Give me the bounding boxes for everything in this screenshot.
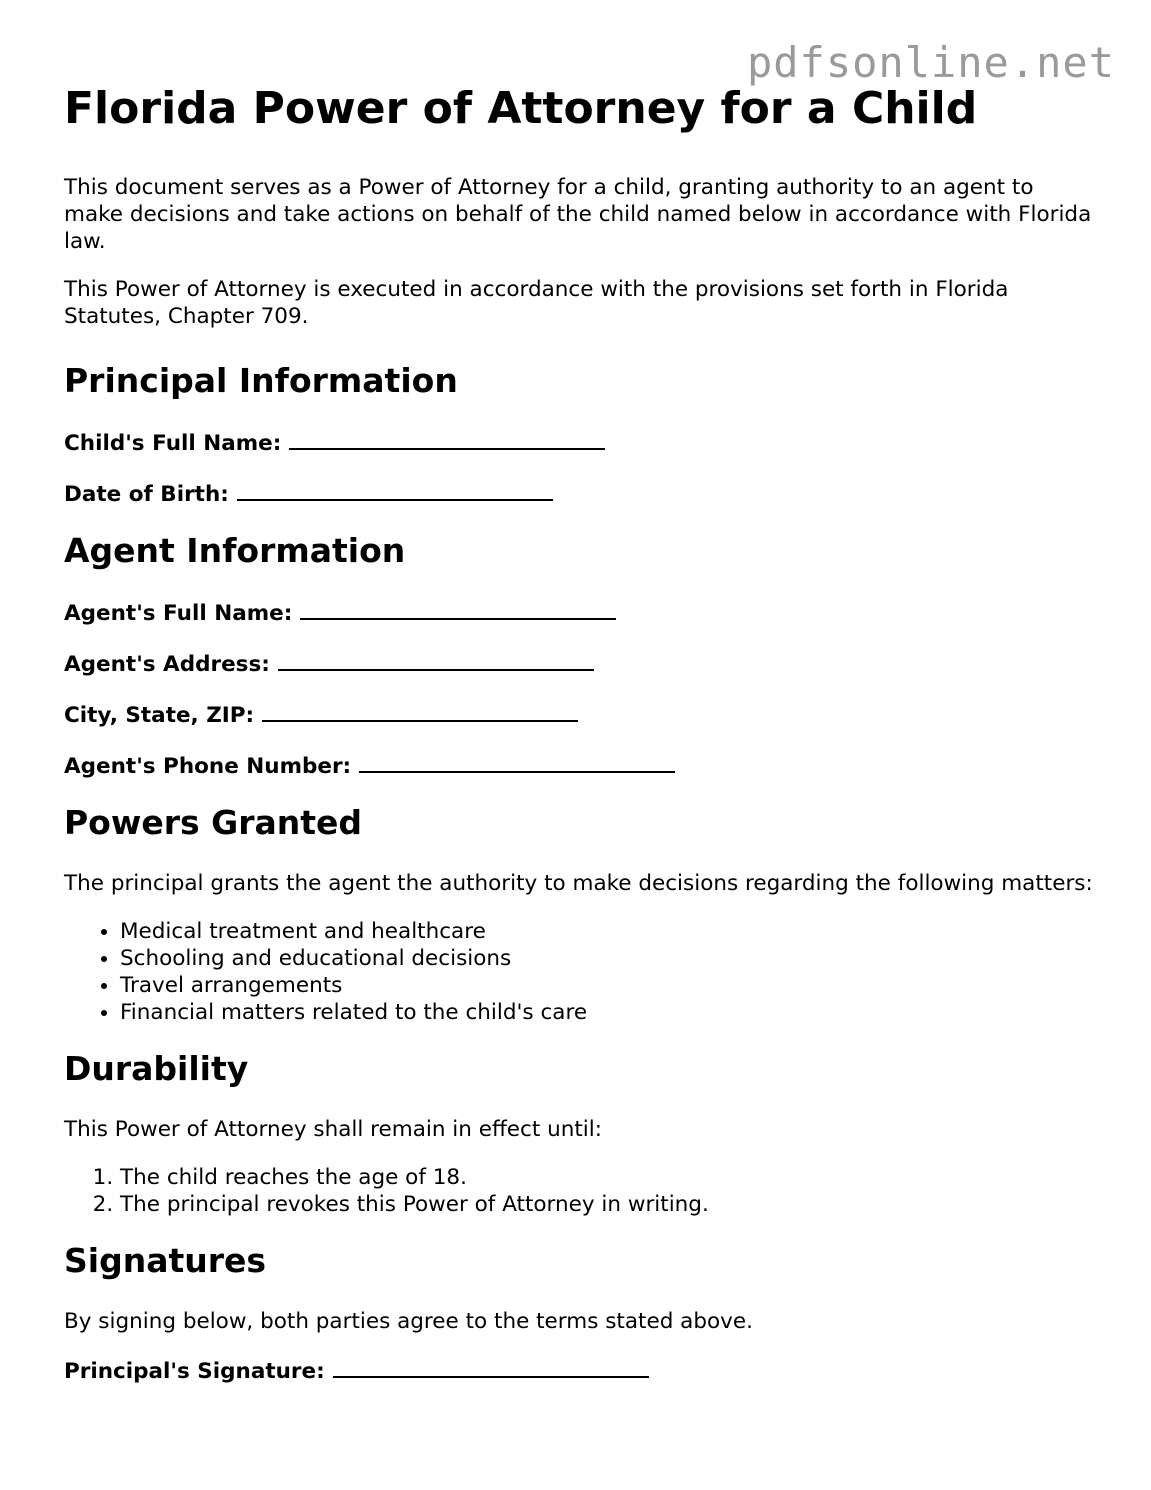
durability-heading: Durability bbox=[64, 1049, 249, 1088]
blank-line[interactable] bbox=[278, 649, 594, 671]
blank-line[interactable] bbox=[359, 751, 675, 773]
field-label: Child's Full Name: bbox=[64, 431, 282, 456]
field-agents-full-name bbox=[64, 598, 1094, 627]
field-city-state-zip bbox=[64, 700, 1094, 729]
field-principals-signature bbox=[64, 1356, 1094, 1385]
list-item: 1. The child reaches the age of 18. bbox=[120, 1164, 1094, 1191]
signatures-text: By signing below, both parties agree to the terms stated above. bbox=[64, 1309, 753, 1334]
document-title: Florida Power of Attorney for a Child bbox=[64, 83, 978, 134]
agent-heading: Agent Information bbox=[64, 531, 406, 570]
field-label: Principal's Signature: bbox=[64, 1359, 325, 1384]
field-date-of-birth bbox=[64, 479, 1094, 508]
field-label: Date of Birth: bbox=[64, 482, 229, 507]
field-childs-full-name bbox=[64, 428, 1094, 457]
field-label: Agent's Address: bbox=[64, 652, 270, 677]
field-label: City, State, ZIP: bbox=[64, 703, 255, 728]
blank-line[interactable] bbox=[300, 598, 616, 620]
intro-paragraph: This document serves as a Power of Attorney for a child, granting authority to an agent to make decisions and take actions on behalf of the child named below in accordance with Florida law. bbox=[64, 175, 1092, 254]
signature-line[interactable] bbox=[333, 1356, 649, 1378]
watermark: pdfsonline.net bbox=[746, 38, 1115, 87]
field-label: Agent's Phone Number: bbox=[64, 754, 352, 779]
list-item: • Financial matters related to the child's care bbox=[120, 999, 1094, 1026]
powers-heading: Powers Granted bbox=[64, 803, 363, 842]
intro-paragraph: This Power of Attorney is executed in accordance with the provisions set forth in Florida Statutes, Chapter 709. bbox=[64, 277, 1009, 329]
list-item: • Medical treatment and healthcare bbox=[120, 918, 1094, 945]
durability-text: This Power of Attorney shall remain in effect until: bbox=[64, 1117, 602, 1142]
blank-line[interactable] bbox=[262, 700, 578, 722]
signatures-heading: Signatures bbox=[64, 1241, 267, 1280]
principal-heading: Principal Information bbox=[64, 361, 458, 400]
powers-text: The principal grants the agent the authority to make decisions regarding the following matters: bbox=[64, 871, 1093, 896]
blank-line[interactable] bbox=[237, 479, 553, 501]
durability-list bbox=[64, 1164, 1094, 1218]
field-label: Agent's Full Name: bbox=[64, 601, 293, 626]
list-item: • Schooling and educational decisions bbox=[120, 945, 1094, 972]
field-agents-address bbox=[64, 649, 1094, 678]
document-page bbox=[64, 78, 1094, 1407]
list-item: 2. The principal revokes this Power of Attorney in writing. bbox=[120, 1191, 1094, 1218]
field-agents-phone-number bbox=[64, 751, 1094, 780]
powers-list bbox=[64, 918, 1094, 1026]
blank-line[interactable] bbox=[289, 428, 605, 450]
list-item: • Travel arrangements bbox=[120, 972, 1094, 999]
